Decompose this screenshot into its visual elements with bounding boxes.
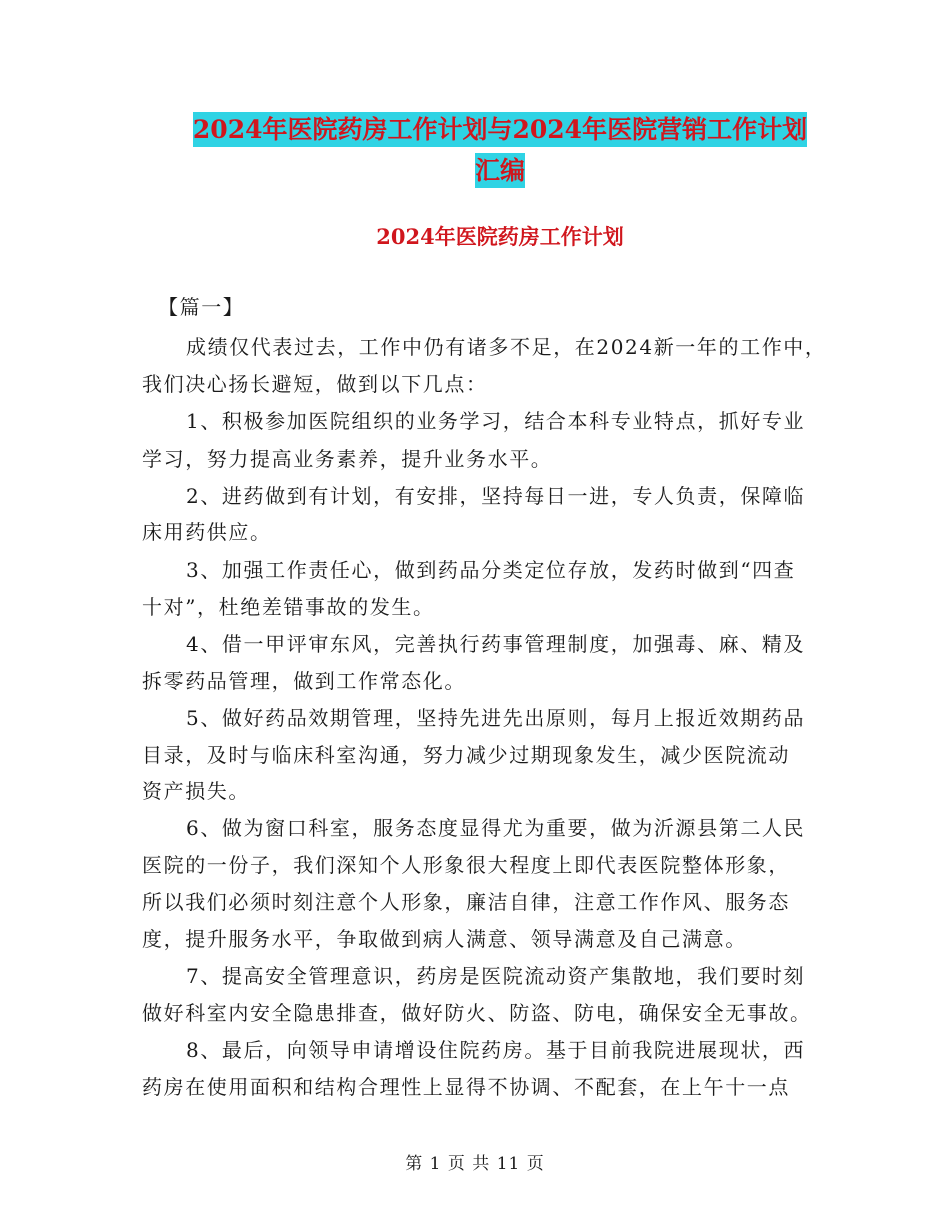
document-title-line-2 <box>140 156 860 186</box>
body-line: 资产损失。 <box>142 779 250 803</box>
body-line: 药房在使用面积和结构合理性上显得不协调、不配套，在上午十一点 <box>142 1075 790 1099</box>
part-label: 【篇一】 <box>158 295 245 319</box>
body-line: 目录，及时与临床科室沟通，努力减少过期现象发生，减少医院流动 <box>142 743 790 767</box>
section-title: 2024年医院药房工作计划 <box>376 224 624 249</box>
body-line: 度，提升服务水平，争取做到病人满意、领导满意及自己满意。 <box>142 927 747 951</box>
body-line: 所以我们必须时刻注意个人形象，廉洁自律，注意工作作风、服务态 <box>142 890 790 914</box>
title-highlight-2: 汇编 <box>475 153 525 188</box>
body-line: 2、进药做到有计划，有安排，坚持每日一进，专人负责，保障临 <box>186 484 806 508</box>
body-line: 5、做好药品效期管理，坚持先进先出原则，每月上报近效期药品 <box>186 706 806 730</box>
body-line: 我们决心扬长避短，做到以下几点： <box>142 372 488 396</box>
document-title-line-1 <box>140 115 860 145</box>
body-line: 床用药供应。 <box>142 520 272 544</box>
body-line: 3、加强工作责任心，做到药品分类定位存放，发药时做到“四查 <box>186 558 796 582</box>
page-footer: 第 1 页 共 11 页 <box>405 1154 545 1174</box>
title-highlight-1: 2024年医院药房工作计划与2024年医院营销工作计划 <box>193 112 807 147</box>
body-line: 7、提高安全管理意识，药房是医院流动资产集散地，我们要时刻 <box>186 964 806 988</box>
body-line: 拆零药品管理，做到工作常态化。 <box>142 669 466 693</box>
body-line: 十对”，杜绝差错事故的发生。 <box>142 595 435 619</box>
body-line: 学习，努力提高业务素养，提升业务水平。 <box>142 447 553 471</box>
body-line: 做好科室内安全隐患排查，做好防火、防盗、防电，确保安全无事故。 <box>142 1001 812 1025</box>
body-line: 8、最后，向领导申请增设住院药房。基于目前我院进展现状，西 <box>186 1038 806 1062</box>
body-line: 成绩仅代表过去，工作中仍有诸多不足，在2024新一年的工作中， <box>186 335 827 359</box>
body-line: 医院的一份子，我们深知个人形象很大程度上即代表医院整体形象， <box>142 853 790 877</box>
body-line: 4、借一甲评审东风，完善执行药事管理制度，加强毒、麻、精及 <box>186 632 806 656</box>
body-line: 1、积极参加医院组织的业务学习，结合本科专业特点，抓好专业 <box>186 409 806 433</box>
body-line: 6、做为窗口科室，服务态度显得尤为重要，做为沂源县第二人民 <box>186 816 806 840</box>
